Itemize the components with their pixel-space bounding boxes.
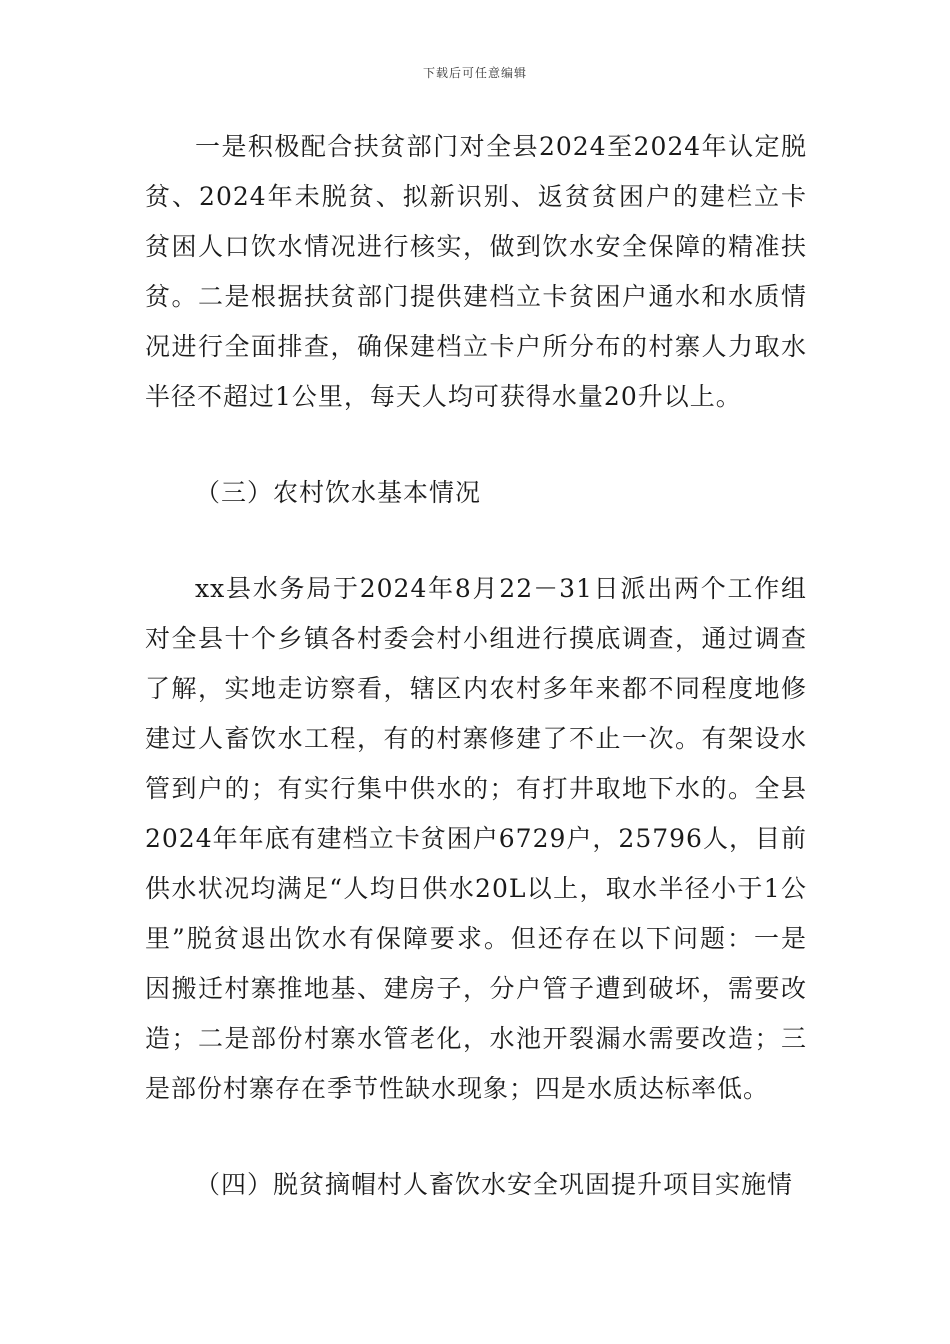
section-heading: （三）农村饮水基本情况: [195, 478, 482, 507]
document-body: [145, 122, 807, 1210]
body-paragraph: 一是积极配合扶贫部门对全县2024至2024年认定脱贫、2024年未脱贫、拟新识别、返贫贫困户的建栏立卡贫困人口饮水情况进行核实，做到饮水安全保障的精准扶贫。二是根据扶贫部门提供建档立卡贫困户通水和水质情况进行全面排查，确保建档立卡户所分布的村寨人力取水半径不超过1公里，每天人均可获得水量20升以上。: [145, 132, 807, 411]
body-paragraph: xx县水务局于2024年8月22－31日派出两个工作组对全县十个乡镇各村委会村小组进行摸底调查，通过调查了解，实地走访察看，辖区内农村多年来都不同程度地修建过人畜饮水工程，有的村寨修建了不止一次。有架设水管到户的；有实行集中供水的；有打井取地下水的。全县2024年年底有建档立卡贫困户6729户，25796人，目前供水状况均满足“人均日供水20L以上，取水半径小于1公里”脱贫退出饮水有保障要求。但还存在以下问题：一是因搬迁村寨推地基、建房子，分户管子遭到破坏，需要改造；二是部份村寨水管老化，水池开裂漏水需要改造；三是部份村寨存在季节性缺水现象；四是水质达标率低。: [145, 574, 807, 1103]
page-header: 下载后可任意编辑: [422, 66, 527, 80]
section-heading: （四）脱贫摘帽村人畜饮水安全巩固提升项目实施情: [195, 1170, 794, 1199]
